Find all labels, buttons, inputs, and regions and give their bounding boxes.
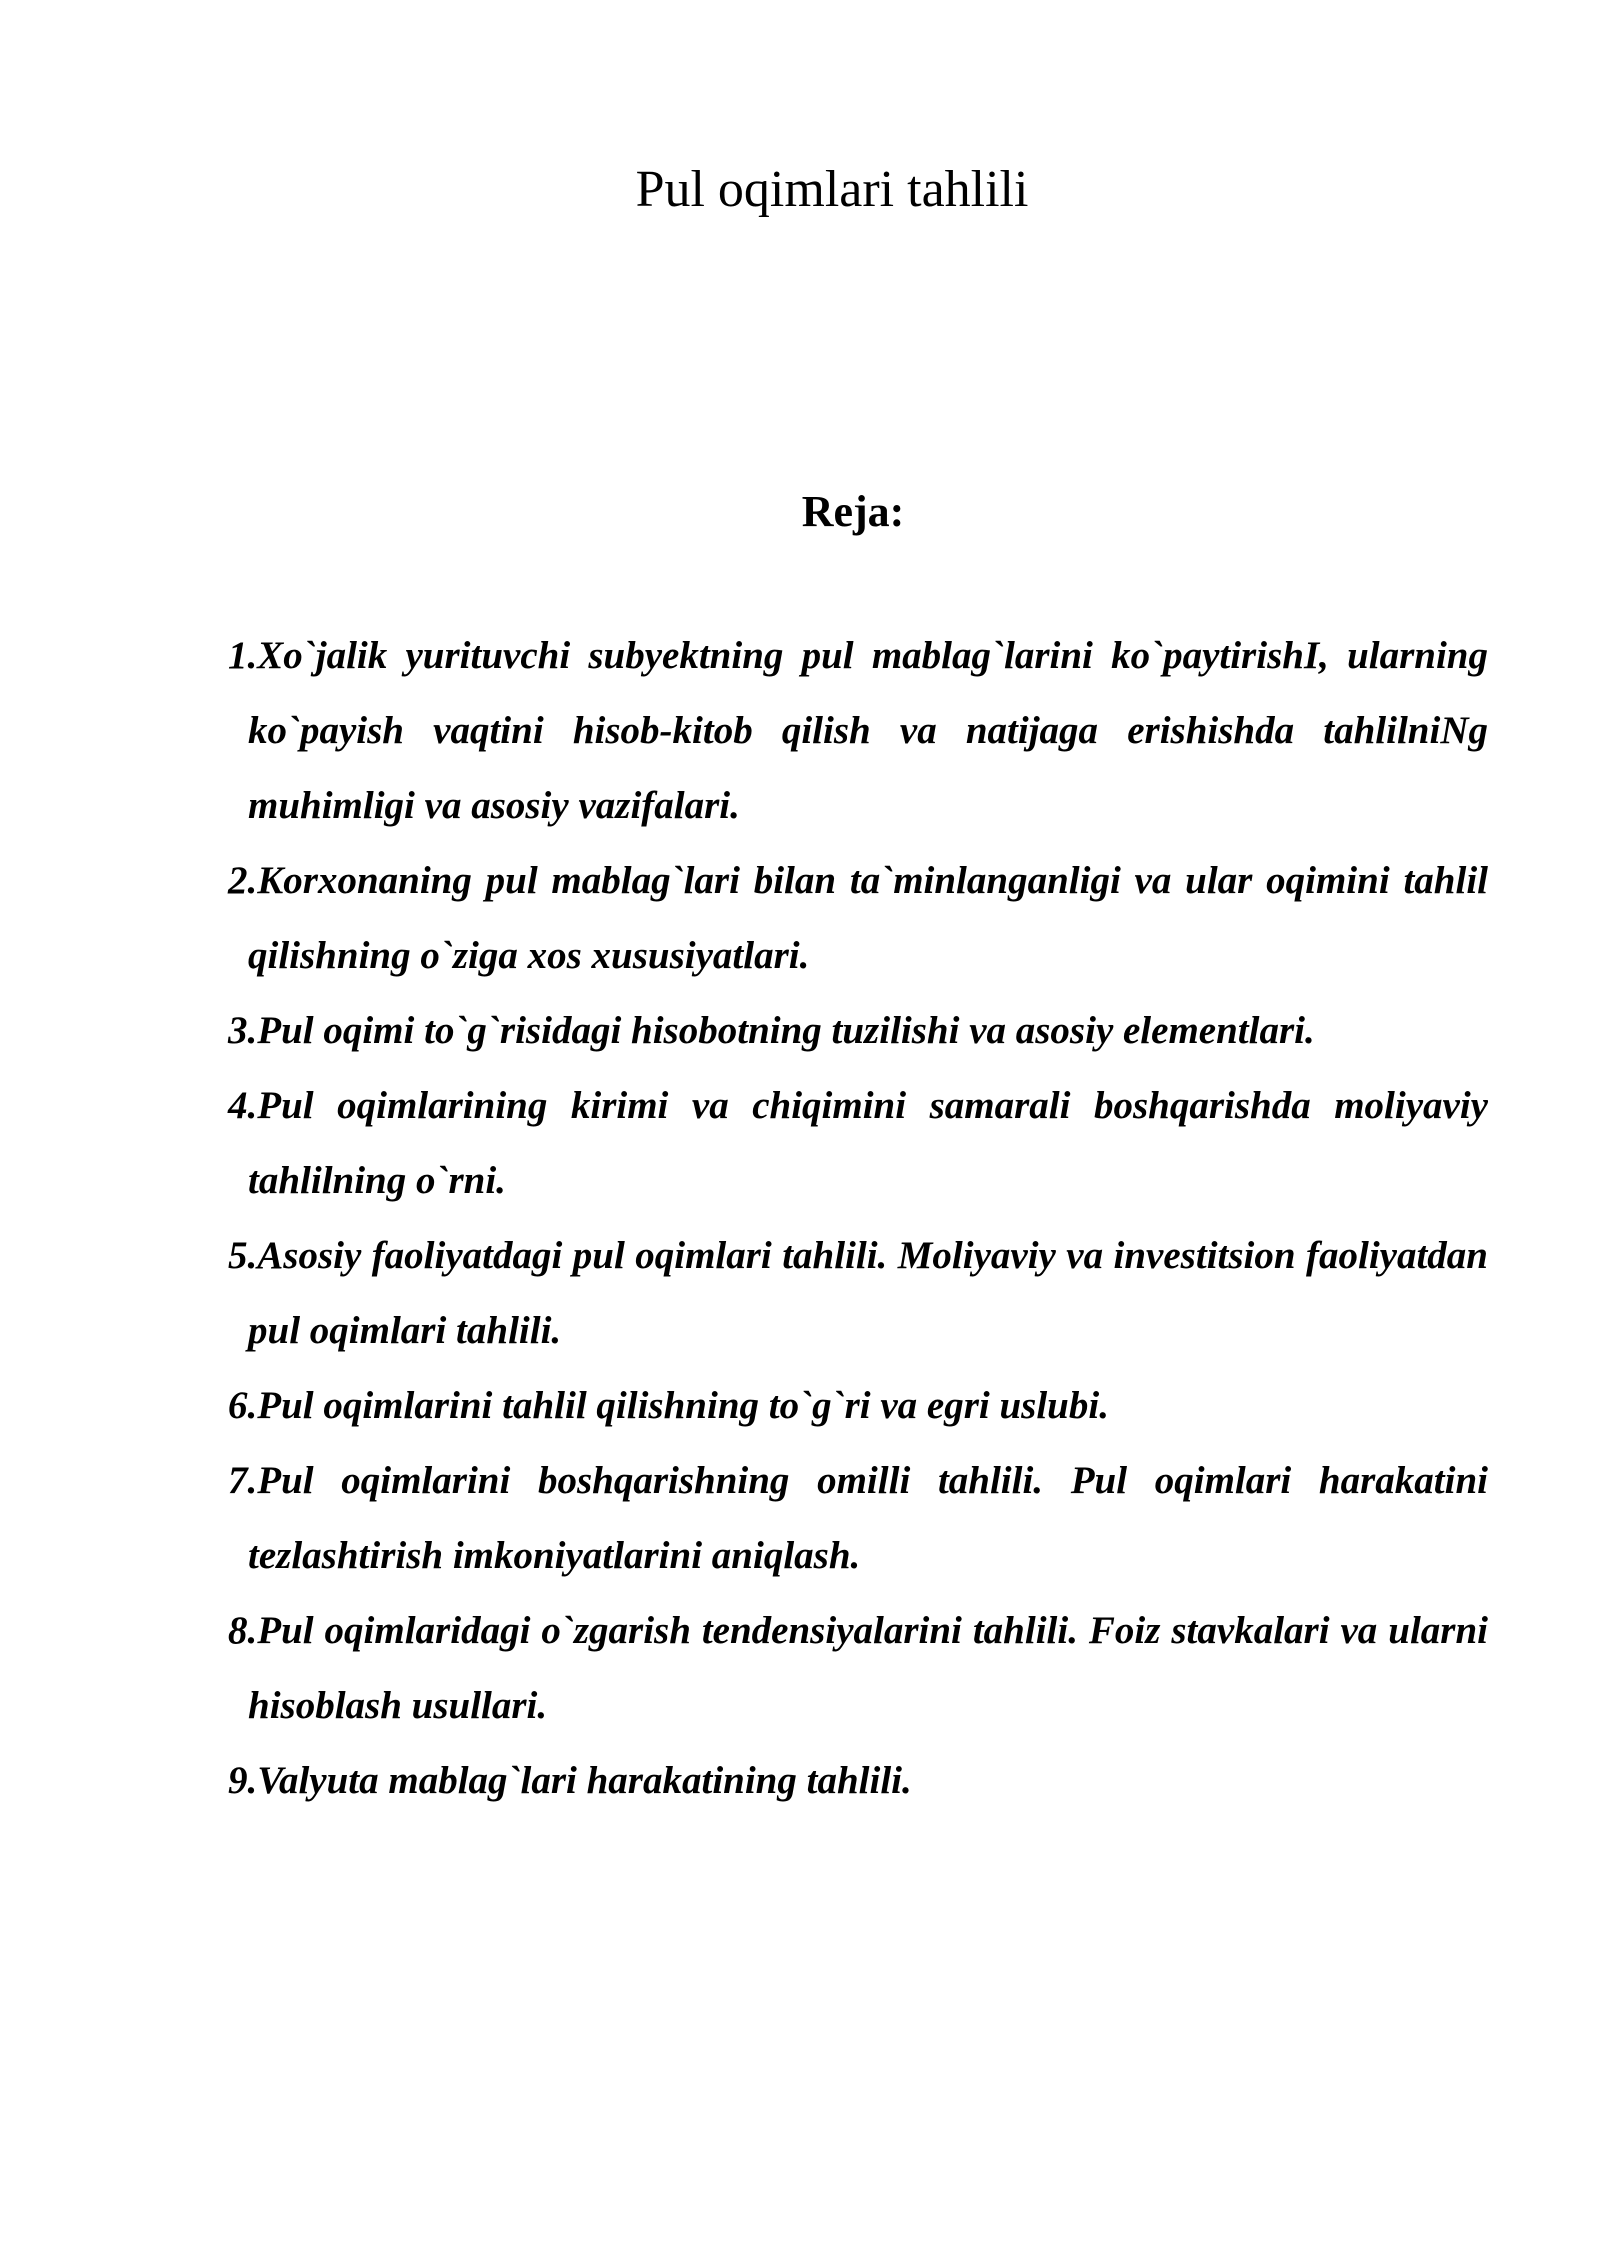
plan-item: 3.Pul oqimi to`g`risidagi hisobotning tuzilishi va asosiy elementlari.	[228, 1009, 1315, 1052]
document-title: Pul oqimlari tahlili	[635, 161, 1029, 218]
plan-item: 2.Korxonaning pul mablag`lari bilan ta`minlanganligi va ular oqimini tahlil qilishning o`ziga xos xususiyatlari.	[228, 859, 1488, 977]
plan-list	[228, 618, 1488, 1818]
plan-item: 9.Valyuta mablag`lari harakatining tahlili.	[228, 1759, 912, 1802]
plan-item: 1.Xo`jalik yurituvchi subyektning pul mablag`larini ko`paytirishI, ularning ko`payish vaqtini hisob-kitob qilish va natijaga erishishda tahlilniNg muhimligi va asosiy vazifalari.	[228, 634, 1488, 827]
plan-item: 5.Asosiy faoliyatdagi pul oqimlari tahlili. Moliyaviy va investitsion faoliyatdan pul oqimlari tahlili.	[228, 1234, 1488, 1352]
plan-heading: Reja:	[801, 487, 905, 536]
plan-item: 7.Pul oqimlarini boshqarishning omilli tahlili. Pul oqimlari harakatini tezlashtirish imkoniyatlarini aniqlash.	[228, 1459, 1488, 1577]
plan-item: 4.Pul oqimlarining kirimi va chiqimini samarali boshqarishda moliyaviy tahlilning o`rni.	[228, 1084, 1488, 1202]
plan-item: 6.Pul oqimlarini tahlil qilishning to`g`ri va egri uslubi.	[228, 1384, 1109, 1427]
plan-item: 8.Pul oqimlaridagi o`zgarish tendensiyalarini tahlili. Foiz stavkalari va ularni hisoblash usullari.	[228, 1609, 1488, 1727]
